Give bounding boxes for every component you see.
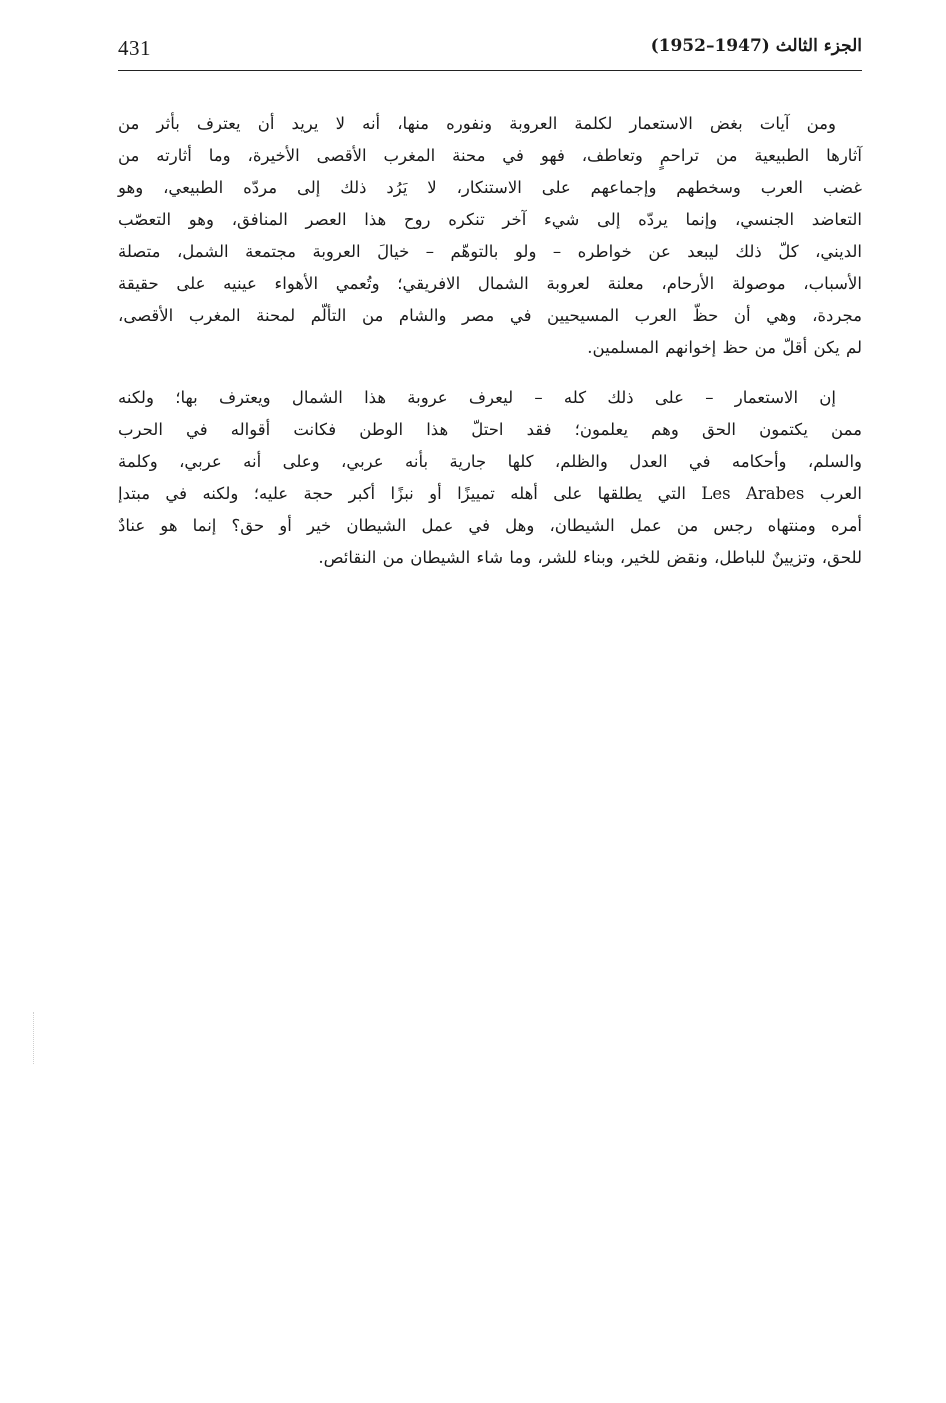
text-line: لم يكن أقلّ من حظ إخوانهم المسلمين.: [587, 338, 862, 357]
text-line: التعاضد الجنسي، وإنما يردّه إلى شيء آخر تنكره روح هذا العصر المنافق، وهو التعصّب: [118, 210, 862, 229]
text-line: غضب العرب وسخطهم وإجماعهم على الاستنكار، لا يَرُد ذلك إلى مردّه الطبيعي، وهو: [118, 178, 862, 197]
running-head: الجزء الثالث (1947–1952): [650, 36, 862, 56]
body-text: [118, 108, 862, 574]
text-line: للحق، وتزيينٌ للباطل، ونقض للخير، وبناء للشر، وما شاء الشيطان من النقائص.: [318, 548, 862, 567]
text-line: مجردة، وهي أن حظّ العرب المسيحيين في مصر والشام من التألّم لمحنة المغرب الأقصى،: [118, 306, 862, 325]
text-line: الأسباب، موصولة الأرحام، معلنة لعروبة الشمال الافريقي؛ وتُعمي الأهواء عينيه على حقيقة: [118, 274, 862, 293]
paragraph-1: [118, 108, 862, 364]
text-line: العرب Les Arabes التي يطلقها على أهله تمييزًا أو نبزًا أكبر حجة عليه؛ ولكنه في مبتدإ: [118, 484, 862, 503]
scan-margin-mark: [33, 1012, 36, 1064]
paragraph-2: [118, 382, 862, 574]
text-line: أمره ومنتهاه رجس من عمل الشيطان، وهل في عمل الشيطان خير أو حق؟ إنما هو عنادٌ: [118, 516, 862, 535]
text-line: الديني، كلّ ذلك ليبعد عن خواطره – ولو بالتوهّم – خيالَ العروبة مجتمعة الشمل، متصلة: [118, 242, 862, 261]
text-line: إن الاستعمار – على ذلك كله – ليعرف عروبة هذا الشمال ويعترف بها؛ ولكنه: [118, 388, 836, 407]
text-line: ممن يكتمون الحق وهم يعلمون؛ فقد احتلّ هذا الوطن فكانت أقواله في الحرب: [118, 420, 862, 439]
page-number: 431: [118, 36, 151, 60]
text-line: والسلم، وأحكامه في العدل والظلم، كلها جارية بأنه عربي، وعلى أنه عربي، وكلمة: [118, 452, 862, 471]
page-header: [118, 30, 862, 71]
text-line: آثارها الطبيعية من تراحمٍ وتعاطف، فهو في محنة المغرب الأقصى الأخيرة، وما أثارته من: [118, 146, 862, 165]
text-line: ومن آيات بغض الاستعمار لكلمة العروبة ونفوره منها، أنه لا يريد أن يعترف بأثر من: [118, 114, 836, 133]
